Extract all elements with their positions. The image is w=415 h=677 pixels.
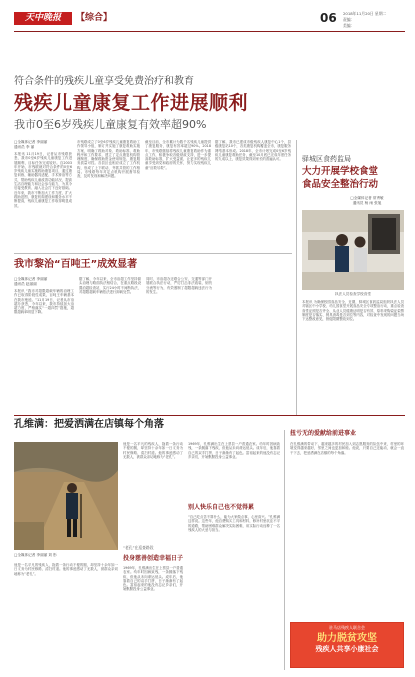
feature-subhead-1: 投身慈善创造幸福日子 xyxy=(123,555,184,562)
side-headline-2: 大力开展学校食堂 xyxy=(302,166,379,177)
man-with-crutch-image xyxy=(14,442,118,550)
lead-kicker: 符合条件的残疾儿童享受免费治疗和教育 xyxy=(14,76,194,87)
section-label: 【综合】 xyxy=(76,13,113,23)
lead-col-1: 本报讯 11月19日，记者从市残联获悉，我市0至6岁残疾儿童康复工作进展顺利，目标任务完成较好。自2003年开始，市残联就对符合条件的0至6岁残疾儿童实施救助康复项目，通过康复训练、辅助器具适配、手术矫治等方式，帮助残疾儿童改善功能状况，提高生活自理能力和社会参与能力，为其今后接受教育、融入社会打下良好基础。近年来，我市不断加大工作力度，扩大救助范围，康复机构建设和服务水平不断提高，残疾儿童康复工作取得明显成效。 xyxy=(14,152,72,208)
masthead-rule xyxy=(14,31,405,32)
welfare-headline: 我市黎治“百吨王”成效显著 xyxy=(14,259,138,270)
lead-byline: □全媒体记者 李丽丽 通讯员 李 丽 xyxy=(14,140,48,149)
side-photo-caption: 执法人员检查学校食堂 xyxy=(335,292,371,296)
lead-col-4: 据了解，我市已建成市级残疾人康复中心1个，县级康复站10个，各类康复机构覆盖全市，康复服务网络基本形成。2018年，全市计划完成0至6岁残疾儿童康复救助任务，截至10月底已完成年度任务的九成以上，康复效果得到家长的普遍认可。 xyxy=(215,140,291,162)
canteen-scene-image xyxy=(302,210,404,290)
section-divider-2 xyxy=(14,415,405,416)
welfare-col-2: 据了解，今年以来，全市治超工作坚持源头治理与路面执法相结合，在重点路段设置治超检查站，实行24小时不间断执法，对超限超载车辆依法进行卸载处罚。 xyxy=(79,277,141,294)
lead-col-2: 市残联成立了0至6岁残疾儿童康复救助工作领导小组，制订并实施了康复救助实施方案，明确了救助对象、救助标准、救助程序和工作要求，建立了定点康复机构管理制度，确保救助资金使用规范、康复服务质量可控。各县区也相应成立了工作机构，形成了上下联动、齐抓共管的工作格局。市残联每年对定点机构开展督导检查，及时发现和解决问题。 xyxy=(77,140,140,179)
editor-line: 责编： xyxy=(343,17,355,22)
side-headline-3: 食品安全整治行动 xyxy=(302,179,379,190)
ad-slogan-2: 残疾人共享小康社会 xyxy=(315,645,379,653)
feature-column-divider xyxy=(284,430,285,670)
feature-headline: 孔维满：把爱洒满在店镇每个角落 xyxy=(14,419,164,430)
welfare-col-3: 同时，市治超办还联合公安、交通等部门开展联合执法行动，严厉打击非法改装、倒货分流等行为，有效遏制了超限超载违法行为的发生。 xyxy=(146,277,212,294)
welfare-byline: □全媒体记者 李丽丽 通讯员 赵丽丽 xyxy=(14,277,48,286)
feature-col-2b: 1969年，孔维满出生在上蔡县一户普通农家。幼年时因病致残，一条腿落下残疾，但他从未向命运低头。成年后，他靠着自己的双手打拼，日子渐渐有了起色。富裕起来的他没有忘记乡亲们，开始默默投身公益事业。 xyxy=(123,566,183,592)
feature-col-2: 他是一名平凡的残疾人，拖着一条行动不便的腿，却坚持十余年如一日义务为村民修路、清扫村道。他的事迹感动了无数人，被群众亲切地称为“老孔”。 xyxy=(123,442,183,459)
section-divider-1 xyxy=(14,253,292,254)
date-line: 2018年11月20日 星期二 xyxy=(343,11,387,16)
feature-subhead-2: 别人快乐自己也不觉得累 xyxy=(188,504,255,511)
designer-line: 美编： xyxy=(343,23,355,28)
side-byline: □全媒体记者 常秀敏 通讯员 杨 雨 张旭 xyxy=(350,196,384,205)
roadside-photo xyxy=(14,442,118,550)
school-canteen-photo xyxy=(302,210,404,290)
feature-col-3: 1969年，孔维满出生在上蔡县一户普通农家。幼年时因病致残，一条腿落下残疾，但他从未向命运低头。成年后，他靠着自己的双手打拼，日子渐渐有了起色。富裕起来的他没有忘记乡亲们，开始默默投身公益事业。 xyxy=(188,442,280,459)
lead-subhead: 我市0至6岁残疾儿童康复有效率超90% xyxy=(14,118,207,131)
column-divider xyxy=(296,140,297,415)
newspaper-logo: 天中晚报 xyxy=(14,12,72,25)
page-number: 06 xyxy=(320,11,337,25)
feature-photo-caption: “老孔”在巡查路段 xyxy=(123,545,154,550)
welfare-col-1: 本报讯 “我市对超限超载车辆的治理工作已取得阶段性成果，百吨王车辆基本在我市绝迹。”11月19日，记者从市治超办获悉，今年以来，我市持续加大治超力度，严格落实“一超四罚”措施，超限超载率明显下降。 xyxy=(14,289,74,315)
ad-block xyxy=(290,622,404,668)
feature-byline: □全媒体记者 李丽丽 刘 彤 xyxy=(14,553,57,557)
ad-slogan-1: 助力脱贫攻坚 xyxy=(317,633,377,644)
feature-col-3b: “自己吃点苦不算什么，能为大家做点事，心里高兴。”孔维满这样说。这些年，他自费购买工具和材料，修补村里坑洼不平的道路，帮助困难群众解决实际困难，用实际行动诠释了一名残疾人的大爱与担当。 xyxy=(188,515,280,532)
lead-headline: 残疾儿童康复工作进展顺利 xyxy=(14,92,249,114)
lead-col-3: 截至目前，全市累计为数千名残疾儿童提供了康复服务，康复有效率超过90%。2018年，市残联继续将残疾儿童康复救助作为重点工作，积极争取各级财政支持，进一步提高救助标准，扩大受益面，让更多的残疾儿童享受到党和政府的关怀，努力实现残疾儿童“应救尽救”。 xyxy=(145,140,211,170)
feature-col-1: 他是一名平凡的残疾人，拖着一条行动不便的腿，却坚持十余年如一日义务为村民修路、清扫村道。他的事迹感动了无数人，被群众亲切地称为“老孔”。 xyxy=(14,563,118,576)
feature-subhead-3: 扭亏无的爱献给前进事业 xyxy=(290,430,357,437)
side-headline-1: 驿城区食药监局 xyxy=(302,155,351,163)
side-body: 本报讯 为确保校园食品安全，近期，驿城区食药监局组织执法人员对辖区中小学校、幼儿园食堂开展食品安全专项整治行动，重点检查食堂证照是否齐全、从业人员健康证明是否有效、原料采购索证索票制度是否落实、餐具消毒是否到位等内容，对检查中发现的问题当场下达整改意见，督促限期整改到位。 xyxy=(302,300,404,322)
feature-col-4: 在孔维满的带动下，越来越多的村民加入到志愿服务的队伍中来，村里的环境变得越来越好，邻里之间也更加和睦。他说，只要自己还能动，就会一直干下去，把爱洒满在店镇的每个角落。 xyxy=(290,442,404,455)
ad-org: 驻马店残疾人联合会 xyxy=(329,625,365,630)
